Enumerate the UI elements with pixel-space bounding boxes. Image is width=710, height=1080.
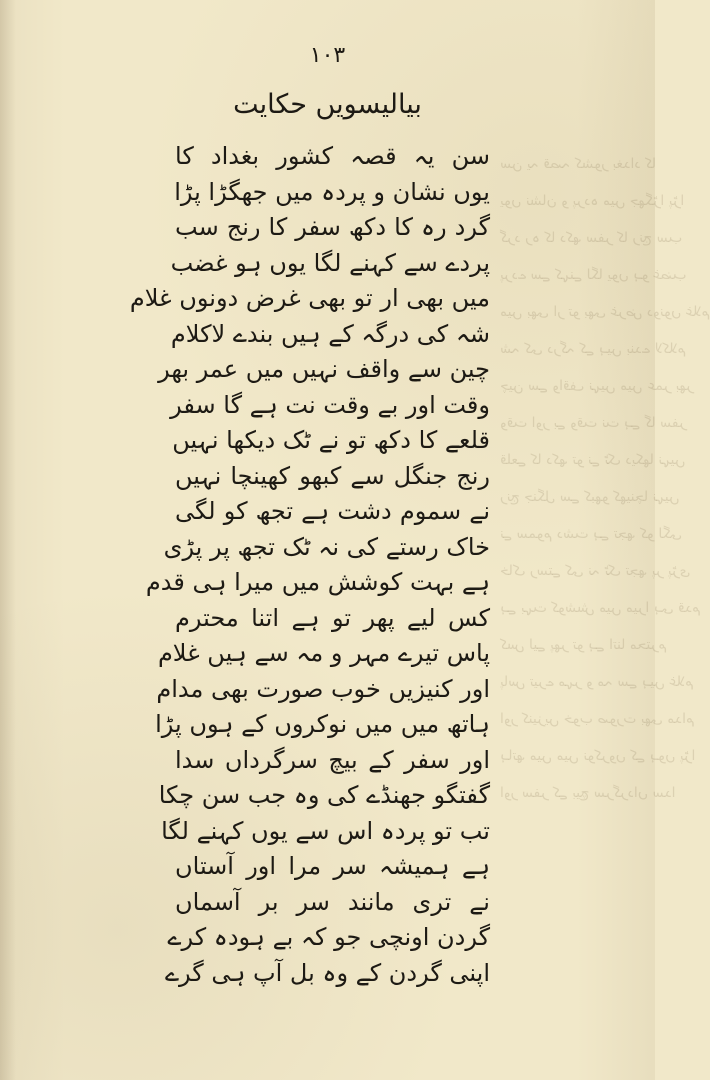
- bleed-line: رنج جنگل سے کبھو کھینچا نہیں: [500, 489, 680, 505]
- verse-line: اور کنیزیں خوب صورت بھی مدام: [156, 674, 490, 703]
- bleed-through-text: [500, 146, 710, 806]
- verse-line: نے تری مانند سر بر آسماں: [175, 887, 490, 916]
- bleed-line: وقت اور بے وقت نت ہے گا سفر: [500, 415, 687, 431]
- verse-line: اپنی گردن کے وہ بل آپ ہی گرے: [164, 958, 490, 987]
- verse-line: گردن اونچی جو کہ بے ہودہ کرے: [167, 923, 490, 951]
- page-number: ۱۰۳: [309, 43, 346, 68]
- verse-line: کس لیے پھر تو ہے اتنا محترم: [175, 603, 490, 632]
- bleed-line: ہے بہت کوشش میں میرا ہی قدم: [500, 600, 701, 616]
- verse-line: شہ کی درگہ کے ہیں بندے لاکلام: [170, 319, 490, 348]
- verse-line: وقت اور بے وقت نت ہے گا سفر: [170, 390, 490, 419]
- bleed-line: گرد رہ کا دکھ سفر کا رنج سب: [500, 230, 683, 246]
- verse-line: اور سفر کے بیچ سرگرداں سدا: [175, 745, 490, 774]
- verse-line: یوں نشان و پردہ میں جھگڑا پڑا: [174, 177, 490, 206]
- verse-line: چین سے واقف نہیں میں عمر بھر: [158, 355, 490, 383]
- bleed-line: پاس تیرے مہر و مہ سے ہیں غلام: [500, 674, 694, 690]
- bleed-line: سن یہ قصہ کشور بغداد کا: [500, 156, 656, 172]
- verse-line: گرد رہ کا دکھ سفر کا رنج سب: [175, 213, 490, 241]
- bleed-line: چین سے واقف نہیں میں عمر بھر: [500, 378, 694, 394]
- verse-line: ہے بہت کوشش میں میرا ہی قدم: [145, 568, 490, 596]
- bleed-line: پردے سے کہنے لگا یوں ہو غضب: [500, 267, 687, 283]
- poem-text: [129, 139, 490, 991]
- bleed-line: اور کنیزیں خوب صورت بھی مدام: [500, 711, 695, 727]
- bleed-line: خاک رستے کی نہ ٹک تجھ پر پڑی: [500, 563, 691, 579]
- bleed-line: ہاتھ میں میں نوکروں کے ہوں پڑا: [500, 748, 696, 764]
- verse-line: ہے ہمیشہ سر مرا اور آستاں: [175, 852, 490, 880]
- verse-line: پاس تیرے مہر و مہ سے ہیں غلام: [157, 639, 490, 667]
- bleed-line: شہ کی درگہ کے ہیں بندے لاکلام: [500, 341, 687, 357]
- verse-line: قلعے کا دکھ تو نے ٹک دیکھا نہیں: [172, 426, 490, 454]
- verse-line: پردے سے کہنے لگا یوں ہو غضب: [170, 248, 490, 277]
- verse-line: تب تو پردہ اس سے یوں کہنے لگا: [161, 816, 490, 845]
- verse-line: ہاتھ میں میں نوکروں کے ہوں پڑا: [155, 710, 490, 738]
- bleed-line: نے سموم دشت ہے تجھ کو لگی: [500, 526, 682, 542]
- verse-line: گفتگو جھنڈے کی وہ جب سن چکا: [158, 781, 490, 809]
- bleed-line: کس لیے پھر تو ہے اتنا محترم: [500, 637, 667, 653]
- verse-line: رنج جنگل سے کبھو کھینچا نہیں: [175, 461, 490, 490]
- page-binding-shadow: [0, 0, 16, 1080]
- verse-line: نے سموم دشت ہے تجھ کو لگی: [175, 497, 490, 525]
- verse-line: میں بھی ار تو بھی غرض دونوں غلام: [129, 284, 490, 312]
- bleed-line: میں بھی ار تو بھی غرض دونوں غلام: [500, 304, 710, 320]
- verse-line: سن یہ قصہ کشور بغداد کا: [175, 142, 490, 170]
- bleed-line: اور سفر کے بیچ سرگرداں سدا: [500, 785, 676, 801]
- bleed-line: یوں نشان و پردہ میں جھگڑا پڑا: [500, 193, 685, 209]
- verse-line: خاک رستے کی نہ ٹک تجھ پر پڑی: [163, 532, 490, 561]
- chapter-title: بیالیسویں حکایت: [233, 89, 422, 120]
- bleed-line: قلعے کا دکھ تو نے ٹک دیکھا نہیں: [500, 452, 686, 468]
